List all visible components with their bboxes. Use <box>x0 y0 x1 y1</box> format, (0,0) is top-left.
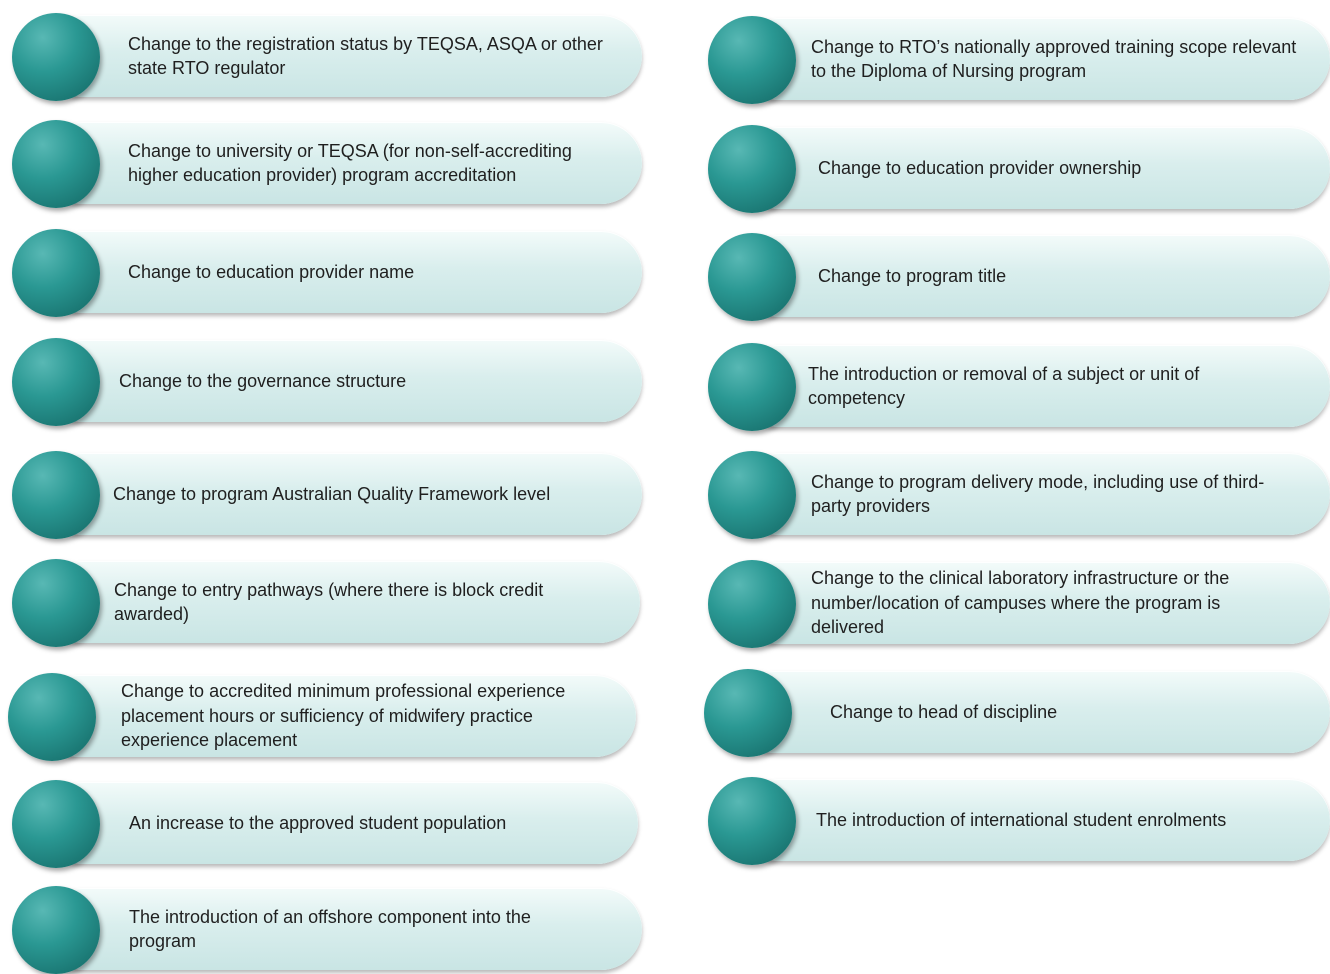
bullet-circle-icon <box>12 559 100 647</box>
list-item <box>708 125 1330 211</box>
bullet-circle-icon <box>12 780 100 868</box>
bullet-circle-icon <box>12 886 100 974</box>
list-item <box>8 673 636 759</box>
list-item <box>708 343 1330 429</box>
bullet-circle-icon <box>12 229 100 317</box>
bullet-circle-icon <box>12 338 100 426</box>
list-item <box>12 338 642 424</box>
bullet-circle-icon <box>708 777 796 865</box>
list-item <box>12 120 642 206</box>
list-item <box>708 16 1330 102</box>
bullet-circle-icon <box>704 669 792 757</box>
bullet-circle-icon <box>12 120 100 208</box>
item-label: Change to the registration status by TEQSA, ASQA or other state RTO regulator <box>128 33 603 78</box>
bullet-circle-icon <box>12 451 100 539</box>
item-label: The introduction of international student enrolments <box>816 809 1227 830</box>
list-item <box>708 233 1330 319</box>
item-label: An increase to the approved student population <box>129 812 507 833</box>
item-label: The introduction or removal of a subject or unit of competency <box>808 363 1200 408</box>
item-label: Change to program title <box>818 265 1007 286</box>
bullet-circle-icon <box>708 451 796 539</box>
item-label: Change to education provider ownership <box>818 157 1142 178</box>
item-label: Change to RTO’s nationally approved training scope relevant to the Diploma of Nursing program <box>811 36 1297 81</box>
list-item <box>12 886 642 972</box>
item-label: Change to university or TEQSA (for non-self-accrediting higher education provider) program accreditation <box>128 140 572 185</box>
list-item <box>12 451 642 537</box>
list-item <box>12 780 638 866</box>
list-item <box>708 777 1330 863</box>
bullet-circle-icon <box>708 560 796 648</box>
bullet-circle-icon <box>708 16 796 104</box>
item-label: Change to program Australian Quality Framework level <box>113 483 551 504</box>
list-item <box>704 669 1330 755</box>
list-item <box>708 451 1330 537</box>
item-label: Change to program delivery mode, including use of third-party providers <box>811 471 1265 516</box>
list-item <box>12 229 642 315</box>
item-label: Change to education provider name <box>128 261 415 282</box>
list-item <box>12 559 640 645</box>
bullet-circle-icon <box>708 233 796 321</box>
list-item <box>708 560 1330 646</box>
item-label: Change to the clinical laboratory infrastructure or the number/location of campuses where the program is delivered <box>811 568 1230 638</box>
item-label: Change to entry pathways (where there is block credit awarded) <box>114 579 544 624</box>
bullet-circle-icon <box>12 13 100 101</box>
bullet-circle-icon <box>708 125 796 213</box>
item-label: Change to accredited minimum professional experience placement hours or sufficiency of midwifery practice experience placement <box>121 681 566 751</box>
item-label: Change to the governance structure <box>119 370 407 391</box>
item-label: Change to head of discipline <box>830 701 1058 722</box>
item-label: The introduction of an offshore component into the program <box>129 906 531 951</box>
bullet-circle-icon <box>708 343 796 431</box>
bullet-circle-icon <box>8 673 96 761</box>
list-item <box>12 13 642 99</box>
